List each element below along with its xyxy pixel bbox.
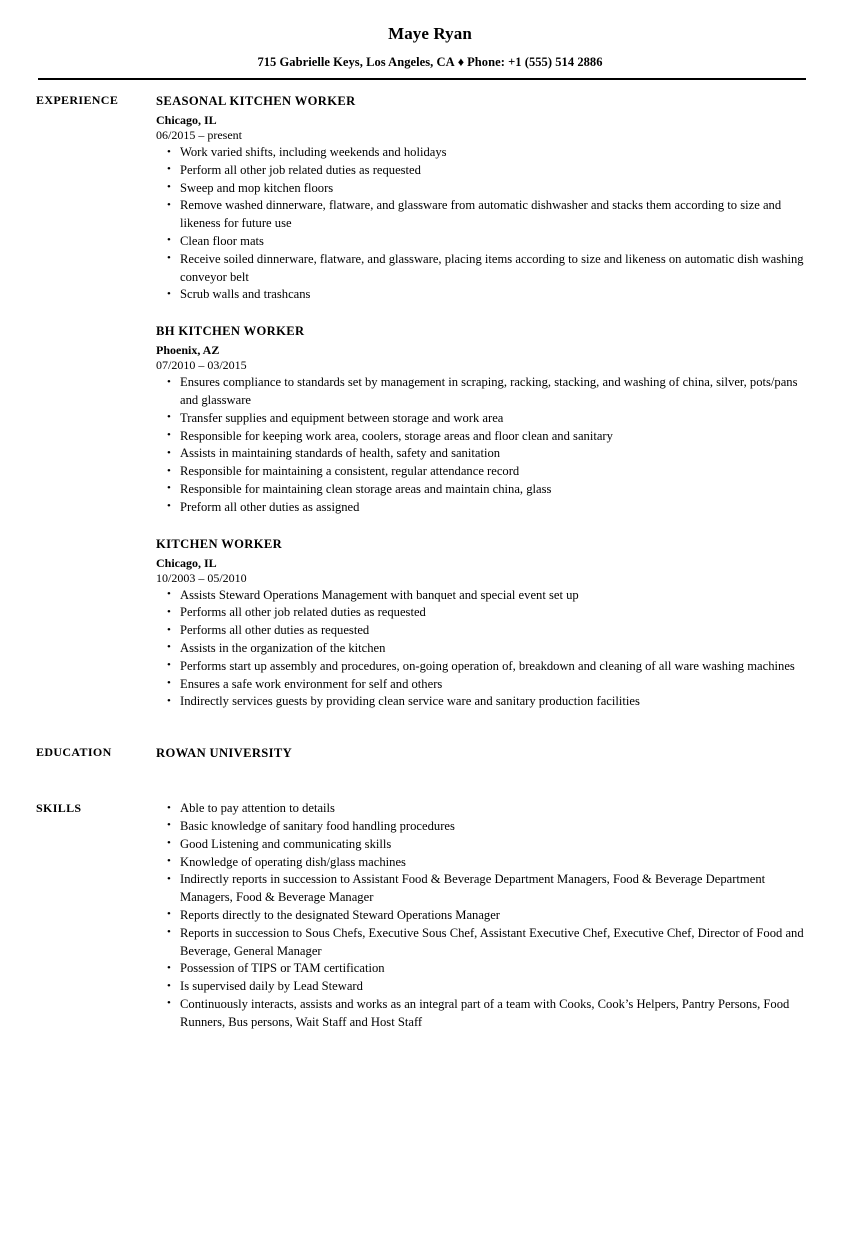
list-item: • Ensures a safe work environment for self and others	[156, 676, 808, 694]
list-item: • Sweep and mop kitchen floors	[156, 180, 808, 198]
job-dates: 07/2010 – 03/2015	[156, 358, 247, 373]
list-item: • Assists in the organization of the kitchen	[156, 640, 808, 658]
job-title: SEASONAL KITCHEN WORKER	[156, 94, 356, 108]
list-item: • Performs start up assembly and procedures, on-going operation of, breakdown and cleaning of all ware washing machines	[156, 658, 808, 676]
list-item: • Indirectly services guests by providing clean service ware and sanitary production facilities	[156, 693, 808, 711]
section-label-experience: EXPERIENCE	[36, 93, 119, 107]
contact-line	[0, 54, 860, 70]
list-item: • Assists in maintaining standards of health, safety and sanitation	[156, 445, 808, 463]
list-item: • Responsible for keeping work area, coolers, storage areas and floor clean and sanitary	[156, 428, 808, 446]
list-item: • Reports in succession to Sous Chefs, Executive Sous Chef, Assistant Executive Chef, Executive Chef, Director of Food and Beverage, General Manager	[156, 925, 808, 961]
job-dates: 10/2003 – 05/2010	[156, 570, 247, 585]
list-item: • Good Listening and communicating skills	[156, 836, 808, 854]
job-location: Chicago, IL	[156, 555, 217, 570]
list-item: • Performs all other duties as requested	[156, 622, 808, 640]
candidate-name: Maye Ryan	[388, 24, 472, 43]
list-item: • Scrub walls and trashcans	[156, 286, 808, 304]
experience-job	[156, 536, 808, 712]
list-item: • Responsible for maintaining clean storage areas and maintain china, glass	[156, 481, 808, 499]
job-location: Chicago, IL	[156, 113, 217, 127]
list-item: • Basic knowledge of sanitary food handling procedures	[156, 818, 808, 836]
job-location: Phoenix, AZ	[156, 343, 220, 358]
job-responsibility-list	[156, 374, 808, 516]
list-item: • Work varied shifts, including weekends and holidays	[156, 144, 808, 162]
section-skills	[0, 800, 860, 1031]
resume-body	[0, 80, 860, 1031]
diamond-separator-icon: ♦	[457, 55, 465, 69]
resume-header	[0, 0, 860, 80]
section-label-education: EDUCATION	[36, 745, 112, 760]
list-item: • Is supervised daily by Lead Steward	[156, 978, 808, 996]
skills-entries	[156, 800, 808, 1031]
list-item: • Receive soiled dinnerware, flatware, and glassware, placing items according to size and likeness on automatic dish washing conveyor belt	[156, 251, 808, 287]
list-item: • Responsible for maintaining a consistent, regular attendance record	[156, 463, 808, 481]
list-item: • Performs all other job related duties as requested	[156, 604, 808, 622]
job-responsibility-list	[156, 144, 808, 304]
list-item: • Ensures compliance to standards set by management in scraping, racking, stacking, and washing of china, silver, pots/pans and glassware	[156, 374, 808, 410]
job-title: KITCHEN WORKER	[156, 536, 283, 551]
experience-entries	[156, 93, 808, 711]
section-education	[0, 745, 860, 761]
list-item: • Remove washed dinnerware, flatware, and glassware from automatic dishwasher and stacks them according to size and likeness for future use	[156, 197, 808, 233]
list-item: • Transfer supplies and equipment between storage and work area	[156, 410, 808, 428]
list-item: • Knowledge of operating dish/glass machines	[156, 854, 808, 872]
job-dates: 06/2015 – present	[156, 128, 242, 142]
list-item: • Preform all other duties as assigned	[156, 499, 808, 517]
section-label-skills: SKILLS	[36, 801, 82, 816]
list-item: • Able to pay attention to details	[156, 800, 808, 818]
experience-job	[156, 323, 808, 516]
job-responsibility-list	[156, 587, 808, 712]
education-entries	[156, 745, 808, 761]
list-item: • Perform all other job related duties as requested	[156, 162, 808, 180]
contact-address: 715 Gabrielle Keys, Los Angeles, CA	[257, 55, 455, 69]
experience-job	[156, 93, 808, 304]
list-item: • Possession of TIPS or TAM certification	[156, 960, 808, 978]
list-item: • Continuously interacts, assists and works as an integral part of a team with Cooks, Cook’s Helpers, Pantry Persons, Food Runners, Bus persons, Wait Staff and Host Staff	[156, 996, 808, 1032]
list-item: • Reports directly to the designated Steward Operations Manager	[156, 907, 808, 925]
skills-list	[156, 800, 808, 1031]
list-item: • Assists Steward Operations Management with banquet and special event set up	[156, 587, 808, 605]
job-title: BH KITCHEN WORKER	[156, 324, 305, 339]
list-item: • Clean floor mats	[156, 233, 808, 251]
contact-phone: Phone: +1 (555) 514 2886	[467, 55, 603, 69]
list-item: • Indirectly reports in succession to Assistant Food & Beverage Department Managers, Food & Beverage Department Managers, Food & Beverage Manager	[156, 871, 808, 907]
section-experience	[0, 93, 860, 711]
education-school-name: ROWAN UNIVERSITY	[156, 746, 293, 761]
